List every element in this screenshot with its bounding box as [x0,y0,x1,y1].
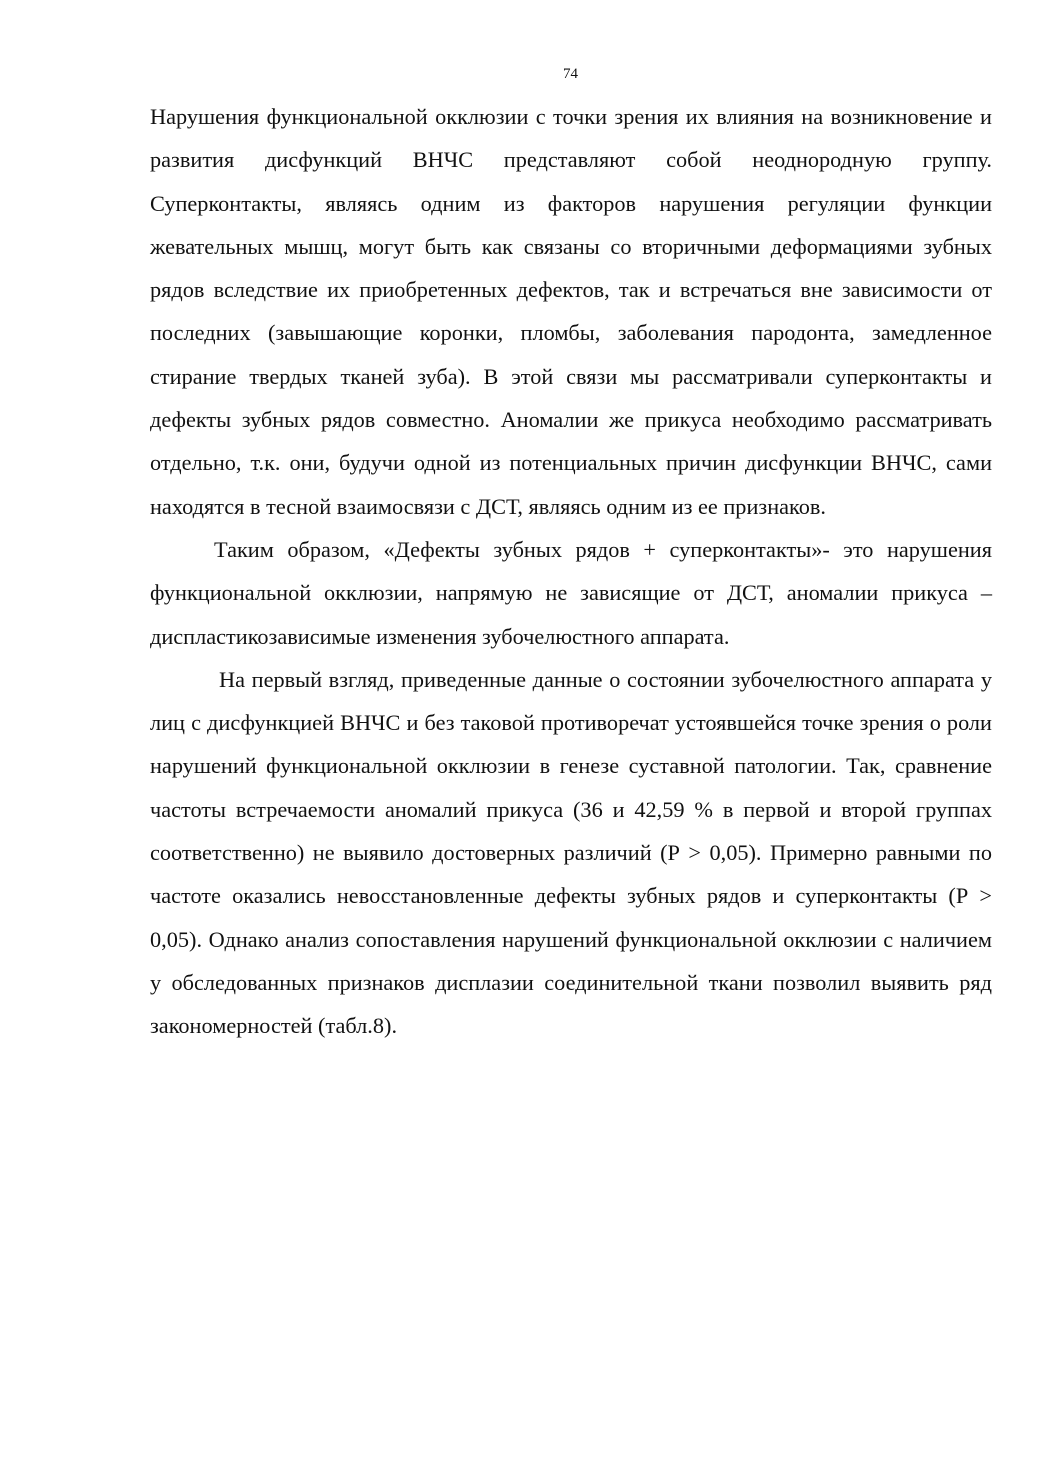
body-text [150,95,992,1048]
paragraph-data-analysis: На первый взгляд, приведенные данные о состоянии зубочелюстного аппарата у лиц с дисфункцией ВНЧС и без таковой противоречат устоявшейся точке зрения о роли нарушений функциональной окклюзии в генезе суставной патологии. Так, сравнение частоты встречаемости аномалий прикуса (36 и 42,59 % в первой и второй группах соответственно) не выявило достоверных различий (Р > 0,05). Примерно равными по частоте оказались невосстановленные дефекты зубных рядов и суперконтакты (Р > 0,05). Однако анализ сопоставления нарушений функциональной окклюзии с наличием у обследованных признаков дисплазии соединительной ткани позволил выявить ряд закономерностей (табл.8). [150,666,992,1039]
paragraph-conclusion: Таким образом, «Дефекты зубных рядов + суперконтакты»- это нарушения функциональной окклюзии, напрямую не зависящие от ДСТ, аномалии прикуса – диспластикозависимые изменения зубочелюстного аппарата. [150,536,992,649]
page-number: 74 [563,66,578,82]
paragraph-occlusion-disorders: Нарушения функциональной окклюзии с точки зрения их влияния на возникновение и развития дисфункций ВНЧС представляют собой неоднородную группу. Суперконтакты, являясь одним из факторов нарушения регуляции функции жевательных мышц, могут быть как связаны со вторичными деформациями зубных рядов вследствие их приобретенных дефектов, так и встречаться вне зависимости от последних (завышающие коронки, пломбы, заболевания пародонта, замедленное стирание твердых тканей зуба). В этой связи мы рассматривали суперконтакты и дефекты зубных рядов совместно. Аномалии же прикуса необходимо рассматривать отдельно, т.к. они, будучи одной из потенциальных причин дисфункции ВНЧС, сами находятся в тесной взаимосвязи с ДСТ, являясь одним из ее признаков. [150,104,992,519]
